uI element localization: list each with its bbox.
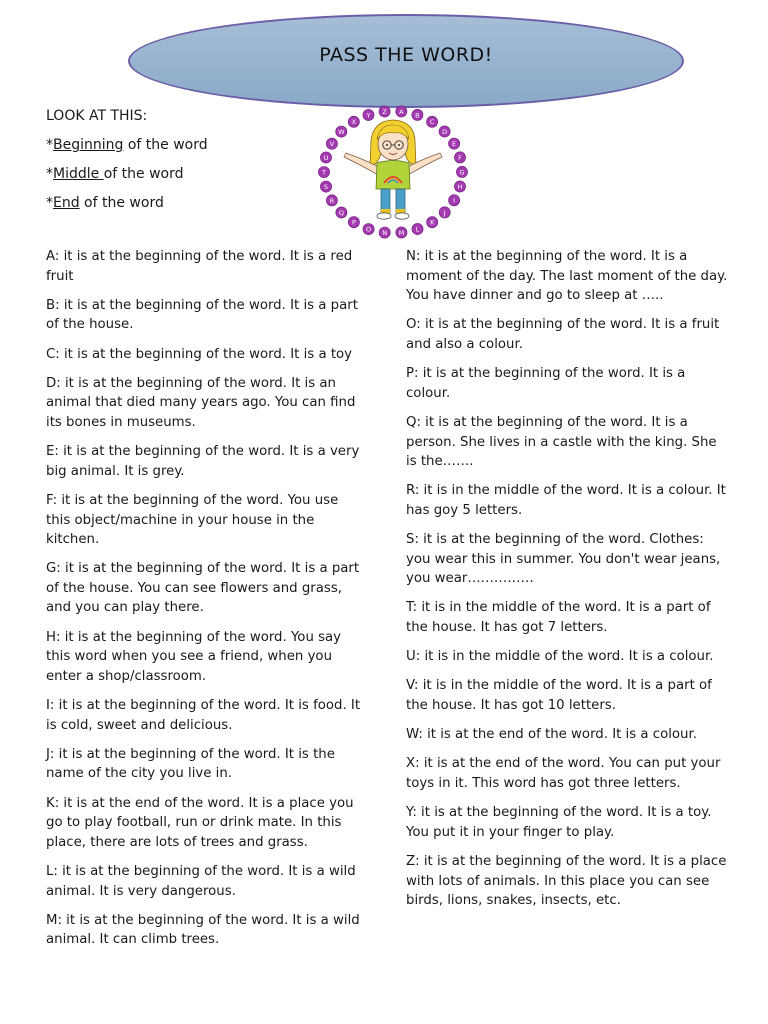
clue-t: T: it is in the middle of the word. It is a part of the house. It has got 7 letters. xyxy=(406,600,711,636)
look-at-this-box xyxy=(46,102,208,218)
wheel-letter-k xyxy=(427,217,438,228)
clue-h: H: it is at the beginning of the word. You say this word when you see a friend, when you enter a shop/classroom. xyxy=(46,629,342,684)
clue-s: S: it is at the beginning of the word. Clothes: you wear this in summer. You don't wear jeans, you wear…………… xyxy=(406,532,721,587)
svg-text:G: G xyxy=(459,168,465,177)
svg-text:L: L xyxy=(415,225,420,234)
svg-text:Z: Z xyxy=(382,107,387,116)
wheel-letter-d xyxy=(439,126,450,137)
wheel-letter-l xyxy=(412,223,423,234)
look-item-key: Beginning xyxy=(53,137,124,153)
look-item-end xyxy=(46,189,208,218)
clue-p: P: it is at the beginning of the word. It is a colour. xyxy=(406,366,686,401)
wheel-letter-v xyxy=(326,138,337,149)
wheel-letter-c xyxy=(427,116,438,127)
svg-text:I: I xyxy=(453,196,456,205)
clue-w: W: it is at the end of the word. It is a colour. xyxy=(406,727,697,743)
wheel-letter-h xyxy=(454,181,465,192)
bullet-star: * xyxy=(46,137,53,153)
wheel-letter-m xyxy=(396,227,407,238)
clue-o: O: it is at the beginning of the word. It is a fruit and also a colour. xyxy=(406,317,720,352)
svg-text:R: R xyxy=(329,196,335,205)
wheel-letter-g xyxy=(456,166,467,177)
clue-j: J: it is at the beginning of the word. It is the name of the city you live in. xyxy=(46,746,335,782)
page-title: PASS THE WORD! xyxy=(319,44,493,66)
wheel-letter-p xyxy=(348,217,359,228)
clue-x: X: it is at the end of the word. You can put your toys in it. This word has got three letters. xyxy=(406,756,721,791)
clue-e: E: it is at the beginning of the word. It is a very big animal. It is grey. xyxy=(46,444,360,479)
clues-right-column xyxy=(406,247,728,920)
clue-v: V: it is in the middle of the word. It is a part of the house. It has got 10 letters. xyxy=(406,678,712,714)
svg-text:T: T xyxy=(322,168,326,177)
svg-text:O: O xyxy=(366,225,372,234)
svg-text:B: B xyxy=(415,111,420,120)
svg-text:J: J xyxy=(443,208,446,217)
look-heading: LOOK AT THIS: xyxy=(46,108,148,124)
wheel-letter-r xyxy=(326,195,337,206)
wheel-letter-a xyxy=(396,106,407,117)
svg-text:A: A xyxy=(399,107,404,116)
look-item-key: End xyxy=(53,195,80,211)
svg-text:S: S xyxy=(323,183,329,191)
svg-text:W: W xyxy=(338,128,345,136)
clue-u: U: it is in the middle of the word. It is a colour. xyxy=(406,649,714,665)
svg-text:C: C xyxy=(429,118,435,127)
svg-text:E: E xyxy=(452,140,457,148)
clue-y: Y: it is at the beginning of the word. It is a toy. You put it in your finger to play. xyxy=(406,805,712,840)
clue-z: Z: it is at the beginning of the word. It is a place with lots of animals. In this place you can see birds, lions, snakes, insects, etc. xyxy=(406,853,727,909)
svg-text:K: K xyxy=(430,218,435,227)
svg-text:M: M xyxy=(398,228,405,237)
svg-text:X: X xyxy=(351,118,357,127)
svg-text:P: P xyxy=(351,218,356,227)
svg-text:D: D xyxy=(442,127,448,136)
wheel-letter-q xyxy=(336,207,347,218)
look-item-rest: of the word xyxy=(103,166,184,182)
clue-n: N: it is at the beginning of the word. It is a moment of the day. The last moment of the day. You have dinner and go to sleep at ….. xyxy=(406,249,728,304)
clue-d: D: it is at the beginning of the word. It is an animal that died many years ago. You can find its bones in museums. xyxy=(46,375,356,430)
wheel-letter-n xyxy=(379,227,390,238)
clue-g: G: it is at the beginning of the word. It is a part of the house. You can see flowers and grass, and you can play there. xyxy=(46,561,360,616)
girl-illustration xyxy=(344,120,442,219)
wheel-letter-e xyxy=(449,138,460,149)
clue-l: L: it is at the beginning of the word. It is a wild animal. It is very dangerous. xyxy=(46,863,356,899)
wheel-letter-o xyxy=(363,224,374,235)
svg-text:Q: Q xyxy=(338,208,344,217)
svg-text:U: U xyxy=(323,153,329,162)
wheel-letter-b xyxy=(412,109,423,120)
clue-b: B: it is at the beginning of the word. It is a part of the house. xyxy=(46,297,358,333)
wheel-letter-u xyxy=(320,152,331,163)
wheel-letter-s xyxy=(320,181,331,192)
clue-a: A: it is at the beginning of the word. It is a red fruit xyxy=(46,249,353,284)
wheel-letter-i xyxy=(449,195,460,206)
clues-left-column xyxy=(46,247,364,960)
wheel-letter-y xyxy=(363,109,374,120)
look-item-beginning xyxy=(46,131,208,160)
clue-m: M: it is at the beginning of the word. It is a wild animal. It can climb trees. xyxy=(46,912,360,948)
wheel-letter-j xyxy=(439,207,450,218)
svg-text:V: V xyxy=(329,140,335,149)
clue-c: C: it is at the beginning of the word. It is a toy xyxy=(46,346,353,362)
bullet-star: * xyxy=(46,166,53,182)
wheel-letter-x xyxy=(348,116,359,127)
wheel-letter-w xyxy=(336,126,347,137)
clue-q: Q: it is at the beginning of the word. It is a person. She lives in a castle with the king. She is the……. xyxy=(406,414,717,470)
clue-i: I: it is at the beginning of the word. It is food. It is cold, sweet and delicious. xyxy=(46,698,361,733)
look-item-middle xyxy=(46,160,208,189)
wheel-letter-f xyxy=(454,152,465,163)
wheel-letter-t xyxy=(318,167,329,178)
svg-text:H: H xyxy=(457,182,463,191)
clue-r: R: it is in the middle of the word. It is a colour. It has goy 5 letters. xyxy=(406,483,726,518)
clue-k: K: it is at the end of the word. It is a place you go to play football, run or drink mate. In this place, there are lots of trees and grass. xyxy=(46,795,354,850)
look-item-rest: of the word xyxy=(123,137,208,153)
bullet-star: * xyxy=(46,195,53,211)
look-item-key: Middle xyxy=(53,166,104,182)
look-item-rest: of the word xyxy=(79,195,164,211)
clue-f: F: it is at the beginning of the word. You use this object/machine in your house in the kitchen. xyxy=(46,492,339,548)
alphabet-wheel-illustration xyxy=(315,103,471,243)
wheel-letter-z xyxy=(379,106,390,117)
svg-text:F: F xyxy=(458,153,462,162)
svg-text:N: N xyxy=(382,229,388,237)
svg-text:Y: Y xyxy=(366,111,371,120)
